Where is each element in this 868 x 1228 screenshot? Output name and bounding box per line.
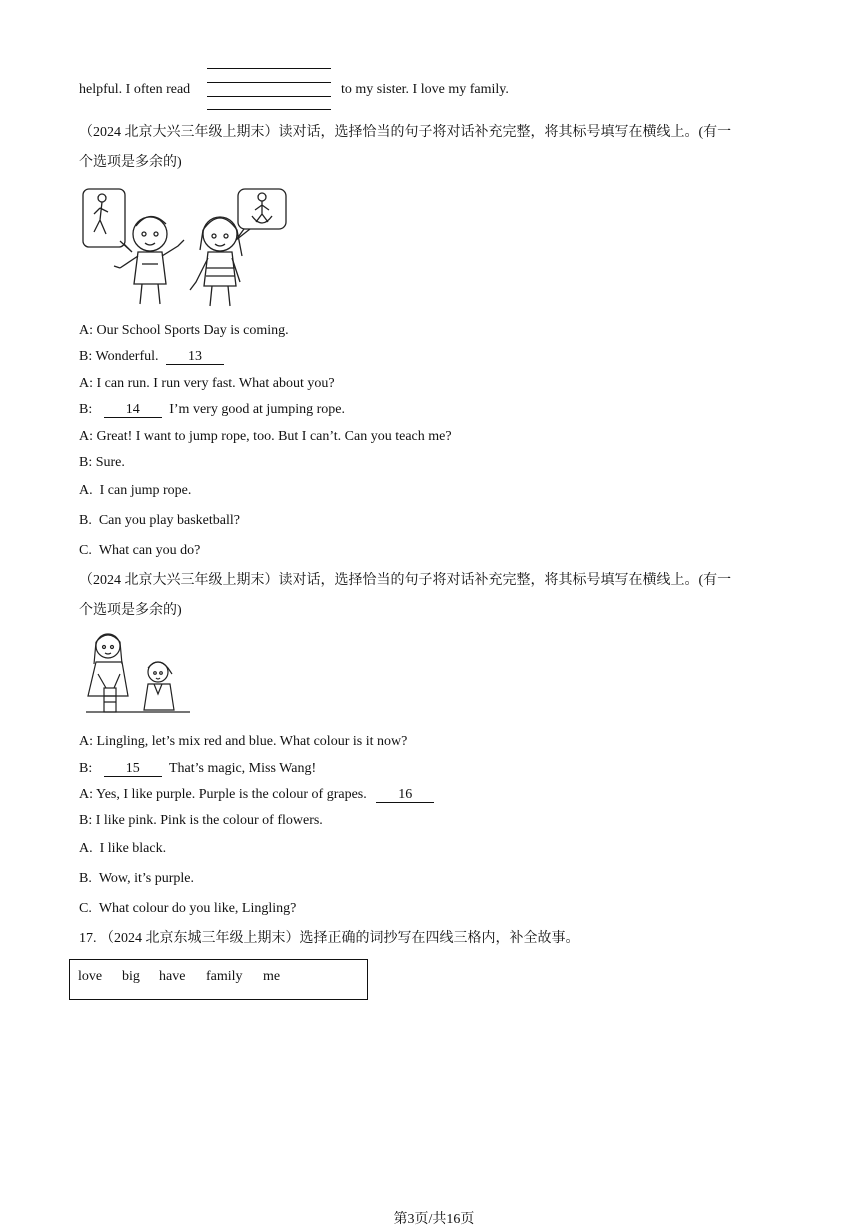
q15-dialogue-line-1: A: Lingling, let’s mix red and blue. What colour is it now? <box>79 734 408 749</box>
word-bank-item: love <box>78 969 103 984</box>
q15-option-a: A. I like black. <box>79 841 167 856</box>
q13-option-b: B. Can you play basketball? <box>79 513 240 528</box>
answer-blank-13[interactable]: 13 <box>166 349 224 365</box>
answer-blank-15[interactable]: 15 <box>104 761 162 777</box>
q13-dialogue-line-5: A: Great! I want to jump rope, too. But I can’t. Can you teach me? <box>79 429 452 444</box>
word-bank-item: have <box>159 969 186 984</box>
answer-blank-16[interactable]: 16 <box>376 787 434 803</box>
q15-dialogue-line-4: B: I like pink. Pink is the colour of flowers. <box>79 813 323 828</box>
page-number-footer: 第3页/共16页 <box>393 1212 475 1227</box>
q13-dialogue-line-2: B: Wonderful. 13 <box>79 349 228 365</box>
word-bank-box <box>69 959 368 1000</box>
q13-instruction-line1: （2024 北京大兴三年级上期末）读对话，选择恰当的句子将对话补充完整，将其标号填写在横线上。(有一 <box>79 125 732 140</box>
q13-dialogue-line-6: B: Sure. <box>79 455 125 470</box>
q15-instruction-line1: （2024 北京大兴三年级上期末）读对话，选择恰当的句子将对话补充完整，将其标号填写在横线上。(有一 <box>79 573 732 588</box>
q15-option-b: B. Wow, it’s purple. <box>79 871 195 886</box>
top-text-before: helpful. I often read <box>79 82 191 97</box>
kids-sports-illustration <box>80 186 290 308</box>
four-line-grid[interactable] <box>207 68 331 110</box>
q17-heading: 17. （2024 北京东城三年级上期末）选择正确的词抄写在四线三格内，补全故事。 <box>79 931 580 946</box>
q15-dialogue-line-2: B: 15 That’s magic, Miss Wang! <box>79 761 317 776</box>
q13-option-c: C. What can you do? <box>79 543 201 558</box>
word-bank-item: family <box>206 969 243 984</box>
teacher-student-illustration <box>84 630 192 716</box>
top-text-after: to my sister. I love my family. <box>341 82 509 97</box>
q15-option-c: C. What colour do you like, Lingling? <box>79 901 297 916</box>
q13-dialogue-line-3: A: I can run. I run very fast. What about you? <box>79 376 335 391</box>
word-bank-item: me <box>263 969 281 984</box>
q13-option-a: A. I can jump rope. <box>79 483 192 498</box>
q13-dialogue-line-4: B: 14 I’m very good at jumping rope. <box>79 402 345 417</box>
q15-instruction-line2: 个选项是多余的) <box>79 603 182 618</box>
q13-instruction-line2: 个选项是多余的) <box>79 155 182 170</box>
q15-dialogue-line-3: A: Yes, I like purple. Purple is the colour of grapes. 16 <box>79 787 438 803</box>
word-bank-item: big <box>122 969 140 984</box>
answer-blank-14[interactable]: 14 <box>104 402 162 418</box>
q13-dialogue-line-1: A: Our School Sports Day is coming. <box>79 323 289 338</box>
